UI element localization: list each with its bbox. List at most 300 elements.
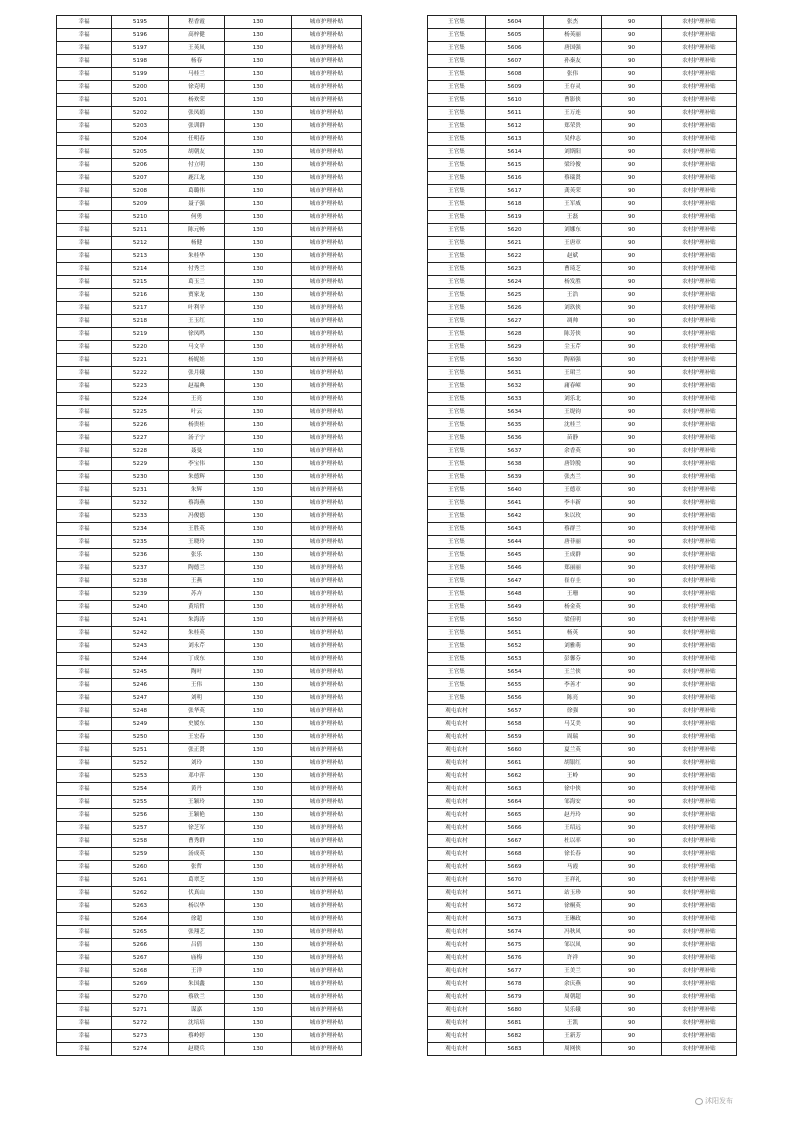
amount-cell: 90 <box>602 276 662 289</box>
town-cell: 王官集 <box>428 367 486 380</box>
table-row <box>57 367 362 380</box>
amount-cell: 90 <box>602 640 662 653</box>
id-cell: 5241 <box>112 614 169 627</box>
name-cell: 李善才 <box>544 679 602 692</box>
name-cell: 任明春 <box>169 133 225 146</box>
name-cell: 王祥礼 <box>544 874 602 887</box>
category-cell: 城市护理补贴 <box>292 107 362 120</box>
name-cell: 王浩 <box>544 289 602 302</box>
id-cell: 5666 <box>486 822 544 835</box>
town-cell: 王官集 <box>428 640 486 653</box>
name-cell: 马文平 <box>169 341 225 354</box>
category-cell: 农村护理补贴 <box>662 458 737 471</box>
category-cell: 农村护理补贴 <box>662 289 737 302</box>
town-cell: 王官集 <box>428 445 486 458</box>
category-cell: 农村护理补贴 <box>662 640 737 653</box>
town-cell: 观屯农村 <box>428 744 486 757</box>
category-cell: 城市护理补贴 <box>292 328 362 341</box>
category-cell: 城市护理补贴 <box>292 341 362 354</box>
id-cell: 5223 <box>112 380 169 393</box>
amount-cell: 90 <box>602 237 662 250</box>
id-cell: 5228 <box>112 445 169 458</box>
category-cell: 城市护理补贴 <box>292 900 362 913</box>
town-cell: 观屯农村 <box>428 926 486 939</box>
table-row <box>57 822 362 835</box>
table-row <box>428 107 737 120</box>
id-cell: 5657 <box>486 705 544 718</box>
town-cell: 幸福 <box>57 341 112 354</box>
category-cell: 城市护理补贴 <box>292 198 362 211</box>
category-cell: 城市护理补贴 <box>292 224 362 237</box>
town-cell: 王官集 <box>428 315 486 328</box>
table-row <box>428 55 737 68</box>
amount-cell: 90 <box>602 432 662 445</box>
town-cell: 王官集 <box>428 380 486 393</box>
name-cell: 张华英 <box>169 705 225 718</box>
id-cell: 5265 <box>112 926 169 939</box>
id-cell: 5606 <box>486 42 544 55</box>
town-cell: 幸福 <box>57 822 112 835</box>
town-cell: 幸福 <box>57 432 112 445</box>
category-cell: 农村护理补贴 <box>662 68 737 81</box>
town-cell: 王官集 <box>428 406 486 419</box>
town-cell: 幸福 <box>57 94 112 107</box>
amount-cell: 130 <box>225 315 292 328</box>
table-row <box>57 380 362 393</box>
amount-cell: 130 <box>225 666 292 679</box>
town-cell: 幸福 <box>57 627 112 640</box>
table-row <box>428 341 737 354</box>
amount-cell: 130 <box>225 107 292 120</box>
id-cell: 5218 <box>112 315 169 328</box>
town-cell: 幸福 <box>57 185 112 198</box>
town-cell: 王官集 <box>428 354 486 367</box>
id-cell: 5675 <box>486 939 544 952</box>
category-cell: 城市护理补贴 <box>292 471 362 484</box>
name-cell: 王岭 <box>544 770 602 783</box>
name-cell: 叶利平 <box>169 302 225 315</box>
name-cell: 聂子强 <box>169 198 225 211</box>
table-row <box>57 445 362 458</box>
table-row <box>57 536 362 549</box>
id-cell: 5219 <box>112 328 169 341</box>
amount-cell: 90 <box>602 1004 662 1017</box>
category-cell: 城市护理补贴 <box>292 133 362 146</box>
town-cell: 王官集 <box>428 653 486 666</box>
table-row <box>428 939 737 952</box>
table-row <box>428 133 737 146</box>
town-cell: 幸福 <box>57 575 112 588</box>
table-row <box>57 718 362 731</box>
name-cell: 王唐章 <box>544 237 602 250</box>
table-row <box>428 419 737 432</box>
name-cell: 王玉红 <box>169 315 225 328</box>
amount-cell: 130 <box>225 484 292 497</box>
amount-cell: 90 <box>602 731 662 744</box>
category-cell: 农村护理补贴 <box>662 744 737 757</box>
name-cell: 朱桂华 <box>169 250 225 263</box>
category-cell: 城市护理补贴 <box>292 731 362 744</box>
category-cell: 城市护理补贴 <box>292 575 362 588</box>
table-row <box>57 1017 362 1030</box>
category-cell: 农村护理补贴 <box>662 107 737 120</box>
name-cell: 蔡欣兰 <box>169 991 225 1004</box>
amount-cell: 130 <box>225 1030 292 1043</box>
name-cell: 吴仲志 <box>544 133 602 146</box>
town-cell: 观屯农村 <box>428 731 486 744</box>
amount-cell: 90 <box>602 692 662 705</box>
town-cell: 幸福 <box>57 471 112 484</box>
amount-cell: 90 <box>602 835 662 848</box>
id-cell: 5632 <box>486 380 544 393</box>
id-cell: 5197 <box>112 42 169 55</box>
category-cell: 城市护理补贴 <box>292 29 362 42</box>
name-cell: 何勇 <box>169 211 225 224</box>
id-cell: 5203 <box>112 120 169 133</box>
town-cell: 幸福 <box>57 406 112 419</box>
category-cell: 城市护理补贴 <box>292 510 362 523</box>
name-cell: 黄丹 <box>169 783 225 796</box>
amount-cell: 130 <box>225 120 292 133</box>
id-cell: 5199 <box>112 68 169 81</box>
name-cell: 谋嘉 <box>169 1004 225 1017</box>
table-row <box>57 224 362 237</box>
amount-cell: 130 <box>225 289 292 302</box>
category-cell: 城市护理补贴 <box>292 861 362 874</box>
name-cell: 徐长春 <box>544 848 602 861</box>
id-cell: 5257 <box>112 822 169 835</box>
name-cell: 崔存圭 <box>544 575 602 588</box>
id-cell: 5665 <box>486 809 544 822</box>
category-cell: 农村护理补贴 <box>662 757 737 770</box>
amount-cell: 90 <box>602 614 662 627</box>
name-cell: 余庆燕 <box>544 978 602 991</box>
table-row <box>57 276 362 289</box>
table-row <box>428 328 737 341</box>
name-cell: 陈芳侠 <box>544 328 602 341</box>
table-row <box>57 497 362 510</box>
id-cell: 5627 <box>486 315 544 328</box>
town-cell: 幸福 <box>57 653 112 666</box>
name-cell: 胡银红 <box>544 757 602 770</box>
name-cell: 杨欢荣 <box>169 94 225 107</box>
amount-cell: 130 <box>225 575 292 588</box>
amount-cell: 130 <box>225 952 292 965</box>
town-cell: 王官集 <box>428 211 486 224</box>
name-cell: 王存灵 <box>544 81 602 94</box>
amount-cell: 130 <box>225 679 292 692</box>
category-cell: 农村护理补贴 <box>662 1004 737 1017</box>
name-cell: 孙秦友 <box>544 55 602 68</box>
name-cell: 张哲 <box>169 861 225 874</box>
id-cell: 5678 <box>486 978 544 991</box>
name-cell: 马艾美 <box>544 718 602 731</box>
amount-cell: 130 <box>225 991 292 1004</box>
town-cell: 观屯农村 <box>428 900 486 913</box>
town-cell: 幸福 <box>57 497 112 510</box>
table-row <box>57 601 362 614</box>
amount-cell: 130 <box>225 783 292 796</box>
category-cell: 农村护理补贴 <box>662 692 737 705</box>
table-row <box>57 523 362 536</box>
table-row <box>428 887 737 900</box>
table-row <box>428 848 737 861</box>
name-cell: 刘斯阳 <box>544 146 602 159</box>
town-cell: 王官集 <box>428 133 486 146</box>
name-cell: 朱桂英 <box>169 627 225 640</box>
amount-cell: 90 <box>602 289 662 302</box>
category-cell: 农村护理补贴 <box>662 237 737 250</box>
amount-cell: 90 <box>602 458 662 471</box>
amount-cell: 90 <box>602 393 662 406</box>
amount-cell: 90 <box>602 172 662 185</box>
amount-cell: 90 <box>602 770 662 783</box>
category-cell: 农村护理补贴 <box>662 445 737 458</box>
id-cell: 5616 <box>486 172 544 185</box>
table-row <box>428 731 737 744</box>
id-cell: 5247 <box>112 692 169 705</box>
town-cell: 幸福 <box>57 1017 112 1030</box>
town-cell: 幸福 <box>57 68 112 81</box>
town-cell: 观屯农村 <box>428 1017 486 1030</box>
table-row <box>428 224 737 237</box>
amount-cell: 130 <box>225 835 292 848</box>
amount-cell: 90 <box>602 484 662 497</box>
amount-cell: 130 <box>225 549 292 562</box>
category-cell: 农村护理补贴 <box>662 796 737 809</box>
table-row <box>428 445 737 458</box>
category-cell: 城市护理补贴 <box>292 601 362 614</box>
table-row <box>428 692 737 705</box>
name-cell: 徐桐英 <box>544 900 602 913</box>
amount-cell: 90 <box>602 926 662 939</box>
table-row <box>57 614 362 627</box>
town-cell: 幸福 <box>57 978 112 991</box>
id-cell: 5273 <box>112 1030 169 1043</box>
amount-cell: 90 <box>602 562 662 575</box>
id-cell: 5628 <box>486 328 544 341</box>
category-cell: 农村护理补贴 <box>662 120 737 133</box>
town-cell: 幸福 <box>57 614 112 627</box>
amount-cell: 130 <box>225 393 292 406</box>
name-cell: 王洋 <box>169 965 225 978</box>
table-row <box>428 458 737 471</box>
id-cell: 5205 <box>112 146 169 159</box>
category-cell: 农村护理补贴 <box>662 471 737 484</box>
name-cell: 胡朝友 <box>169 146 225 159</box>
amount-cell: 130 <box>225 1017 292 1030</box>
name-cell: 王亮 <box>169 393 225 406</box>
amount-cell: 90 <box>602 744 662 757</box>
category-cell: 农村护理补贴 <box>662 315 737 328</box>
table-row <box>57 510 362 523</box>
table-row <box>57 770 362 783</box>
category-cell: 城市护理补贴 <box>292 120 362 133</box>
table-row <box>428 380 737 393</box>
category-cell: 城市护理补贴 <box>292 1030 362 1043</box>
town-cell: 幸福 <box>57 835 112 848</box>
town-cell: 王官集 <box>428 614 486 627</box>
amount-cell: 90 <box>602 991 662 1004</box>
id-cell: 5626 <box>486 302 544 315</box>
category-cell: 农村护理补贴 <box>662 978 737 991</box>
town-cell: 幸福 <box>57 562 112 575</box>
name-cell: 周朝超 <box>544 991 602 1004</box>
id-cell: 5656 <box>486 692 544 705</box>
town-cell: 王官集 <box>428 237 486 250</box>
amount-cell: 130 <box>225 29 292 42</box>
category-cell: 城市护理补贴 <box>292 991 362 1004</box>
id-cell: 5662 <box>486 770 544 783</box>
town-cell: 王官集 <box>428 536 486 549</box>
town-cell: 幸福 <box>57 848 112 861</box>
town-cell: 幸福 <box>57 874 112 887</box>
name-cell: 王军威 <box>544 198 602 211</box>
id-cell: 5644 <box>486 536 544 549</box>
name-cell: 刘玖侠 <box>544 302 602 315</box>
category-cell: 城市护理补贴 <box>292 393 362 406</box>
name-cell: 徐凤鸣 <box>169 328 225 341</box>
category-cell: 农村护理补贴 <box>662 835 737 848</box>
category-cell: 城市护理补贴 <box>292 848 362 861</box>
category-cell: 农村护理补贴 <box>662 484 737 497</box>
amount-cell: 130 <box>225 159 292 172</box>
amount-cell: 90 <box>602 367 662 380</box>
name-cell: 蔡群兰 <box>544 523 602 536</box>
category-cell: 城市护理补贴 <box>292 796 362 809</box>
table-row <box>428 393 737 406</box>
category-cell: 农村护理补贴 <box>662 211 737 224</box>
amount-cell: 130 <box>225 419 292 432</box>
id-cell: 5641 <box>486 497 544 510</box>
id-cell: 5264 <box>112 913 169 926</box>
table-row <box>428 991 737 1004</box>
table-row <box>428 523 737 536</box>
amount-cell: 90 <box>602 705 662 718</box>
category-cell: 城市护理补贴 <box>292 367 362 380</box>
table-row <box>428 29 737 42</box>
id-cell: 5212 <box>112 237 169 250</box>
amount-cell: 130 <box>225 224 292 237</box>
table-row <box>57 419 362 432</box>
id-cell: 5634 <box>486 406 544 419</box>
amount-cell: 130 <box>225 146 292 159</box>
table-row <box>428 198 737 211</box>
id-cell: 5251 <box>112 744 169 757</box>
name-cell: 王晓玲 <box>169 536 225 549</box>
town-cell: 幸福 <box>57 380 112 393</box>
town-cell: 幸福 <box>57 458 112 471</box>
category-cell: 农村护理补贴 <box>662 965 737 978</box>
table-row <box>57 809 362 822</box>
table-row <box>428 900 737 913</box>
town-cell: 王官集 <box>428 419 486 432</box>
table-row <box>428 1004 737 1017</box>
town-cell: 幸福 <box>57 172 112 185</box>
name-cell: 杨英 <box>544 627 602 640</box>
id-cell: 5249 <box>112 718 169 731</box>
table-row <box>428 1043 737 1056</box>
name-cell: 刘乐北 <box>544 393 602 406</box>
id-cell: 5260 <box>112 861 169 874</box>
category-cell: 农村护理补贴 <box>662 1043 737 1056</box>
name-cell: 张杰 <box>544 16 602 29</box>
table-row <box>57 926 362 939</box>
amount-cell: 130 <box>225 68 292 81</box>
category-cell: 农村护理补贴 <box>662 770 737 783</box>
amount-cell: 90 <box>602 510 662 523</box>
id-cell: 5631 <box>486 367 544 380</box>
name-cell: 徐超 <box>169 913 225 926</box>
category-cell: 农村护理补贴 <box>662 419 737 432</box>
category-cell: 城市护理补贴 <box>292 289 362 302</box>
category-cell: 农村护理补贴 <box>662 822 737 835</box>
id-cell: 5663 <box>486 783 544 796</box>
id-cell: 5202 <box>112 107 169 120</box>
town-cell: 王官集 <box>428 276 486 289</box>
amount-cell: 90 <box>602 952 662 965</box>
amount-cell: 90 <box>602 133 662 146</box>
category-cell: 农村护理补贴 <box>662 848 737 861</box>
category-cell: 城市护理补贴 <box>292 276 362 289</box>
id-cell: 5649 <box>486 601 544 614</box>
name-cell: 张伟 <box>544 68 602 81</box>
table-row <box>428 94 737 107</box>
town-cell: 观屯农村 <box>428 978 486 991</box>
town-cell: 王官集 <box>428 68 486 81</box>
name-cell: 彭馨芬 <box>544 653 602 666</box>
amount-cell: 90 <box>602 679 662 692</box>
amount-cell: 130 <box>225 211 292 224</box>
id-cell: 5243 <box>112 640 169 653</box>
table-row <box>57 705 362 718</box>
name-cell: 王颖艳 <box>169 809 225 822</box>
amount-cell: 90 <box>602 211 662 224</box>
category-cell: 城市护理补贴 <box>292 809 362 822</box>
amount-cell: 90 <box>602 198 662 211</box>
category-cell: 城市护理补贴 <box>292 484 362 497</box>
category-cell: 农村护理补贴 <box>662 380 737 393</box>
table-row <box>428 757 737 770</box>
town-cell: 王官集 <box>428 601 486 614</box>
table-row <box>428 16 737 29</box>
amount-cell: 130 <box>225 705 292 718</box>
town-cell: 幸福 <box>57 42 112 55</box>
amount-cell: 130 <box>225 614 292 627</box>
amount-cell: 90 <box>602 666 662 679</box>
id-cell: 5220 <box>112 341 169 354</box>
id-cell: 5636 <box>486 432 544 445</box>
table-row <box>57 107 362 120</box>
category-cell: 农村护理补贴 <box>662 861 737 874</box>
id-cell: 5679 <box>486 991 544 1004</box>
table-row <box>57 159 362 172</box>
id-cell: 5252 <box>112 757 169 770</box>
id-cell: 5617 <box>486 185 544 198</box>
town-cell: 幸福 <box>57 120 112 133</box>
table-row <box>57 250 362 263</box>
category-cell: 城市护理补贴 <box>292 744 362 757</box>
town-cell: 幸福 <box>57 926 112 939</box>
amount-cell: 130 <box>225 497 292 510</box>
category-cell: 农村护理补贴 <box>662 614 737 627</box>
id-cell: 5673 <box>486 913 544 926</box>
category-cell: 农村护理补贴 <box>662 354 737 367</box>
town-cell: 幸福 <box>57 549 112 562</box>
id-cell: 5208 <box>112 185 169 198</box>
name-cell: 王珊 <box>544 588 602 601</box>
table-row <box>428 679 737 692</box>
